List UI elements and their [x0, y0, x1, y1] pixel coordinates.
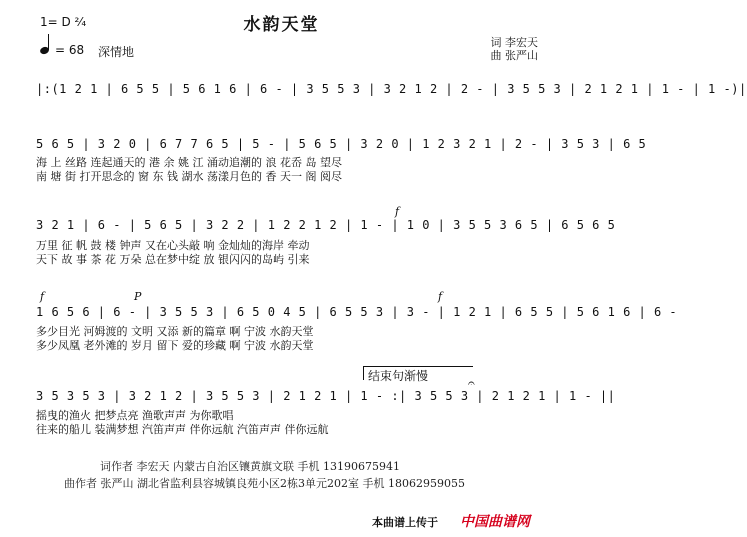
composer-credit: 曲 张严山 [490, 49, 538, 62]
ending-bracket-left [363, 366, 364, 380]
fermata-icon: 𝄐 [468, 376, 475, 390]
ending-label: 结束句渐慢 [368, 369, 429, 383]
system-3-lyrics-verse-2: 天下 故 事 茶 花 万朵 总在梦中绽 放 银闪闪的岛屿 引来 [36, 253, 310, 266]
quarter-note-stem [48, 34, 49, 50]
site-logo-text[interactable]: 中国曲谱网 [460, 514, 530, 530]
system-2-notes: 5 6 5 | 3 2 0 | 6 7 7 6 5 | 5 - | 5 6 5 | 3 2 0 | 1 2 3 2 1 | 2 - | 3 5 3 | 6 5 [36, 137, 647, 151]
system-5-notes: 3 5 3 5 3 | 3 2 1 2 | 3 5 5 3 | 2 1 2 1 | 1 - :| 3 5 5 3 | 2 1 2 1 | 1 - || [36, 389, 616, 403]
credits [491, 36, 539, 62]
system-5-lyrics-verse-1: 摇曳的渔火 把梦点亮 渔歌声声 为你歌唱 [36, 409, 234, 422]
system-4-lyrics-verse-1: 多少目光 河姆渡的 文明 又添 新的篇章 啊 宁波 水韵天堂 [36, 325, 314, 338]
song-title: 水韵天堂 [243, 15, 320, 35]
dynamic-forte: f [438, 290, 443, 303]
system-3-notes: 3 2 1 | 6 - | 5 6 5 | 3 2 2 | 1 2 2 1 2 | 1 - | 1 0 | 3 5 5 3 6 5 | 6 5 6 5 [36, 218, 616, 232]
system-2-lyrics-verse-1: 海 上 丝路 连起通天的 港 余 姚 江 涌动追潮的 浪 花岙 岛 望尽 [36, 156, 342, 169]
tempo-marking: = 68 [55, 43, 85, 57]
system-1-notes: |:(1 2 1 | 6 5 5 | 5 6 1 6 | 6 - | 3 5 5 3 | 3 2 1 2 | 2 - | 3 5 5 3 | 2 1 2 1 | 1 - | 1 -)| [36, 82, 747, 96]
composer-contact: 曲作者 张严山 湖北省监利县容城镇良苑小区2栋3单元202室 手机 18062959055 [64, 477, 465, 490]
system-4-notes: 1 6 5 6 | 6 - | 3 5 5 3 | 6 5 0 4 5 | 6 5 5 3 | 3 - | 1 2 1 | 6 5 5 | 5 6 1 6 | 6 - [36, 305, 678, 319]
lyricist-contact: 词作者 李宏天 内蒙古自治区镶黄旗文联 手机 13190675941 [100, 460, 400, 473]
system-4-lyrics-verse-2: 多少凤凰 老外滩的 岁月 留下 爱的珍藏 啊 宁波 水韵天堂 [36, 339, 314, 352]
expression-marking: 深情地 [98, 45, 135, 59]
system-5-lyrics-verse-2: 往来的船儿 装满梦想 汽笛声声 伴你远航 汽笛声声 伴你远航 [36, 423, 329, 436]
lyricist-credit: 词 李宏天 [490, 36, 538, 49]
dynamic-piano: P [134, 290, 142, 303]
dynamic-forte: f [395, 205, 400, 218]
system-3-lyrics-verse-1: 万里 征 帆 鼓 楼 钟声 又在心头敲 响 金灿灿的海岸 牵动 [36, 239, 310, 252]
system-2-lyrics-verse-2: 南 塘 街 打开思念的 窗 东 钱 湖水 荡漾月色的 香 天一 阁 阅尽 [36, 170, 342, 183]
dynamic-forte: f [40, 290, 45, 303]
key-signature: 1= D ²⁄₄ [40, 15, 87, 29]
upload-label: 本曲谱上传于 [372, 516, 438, 529]
